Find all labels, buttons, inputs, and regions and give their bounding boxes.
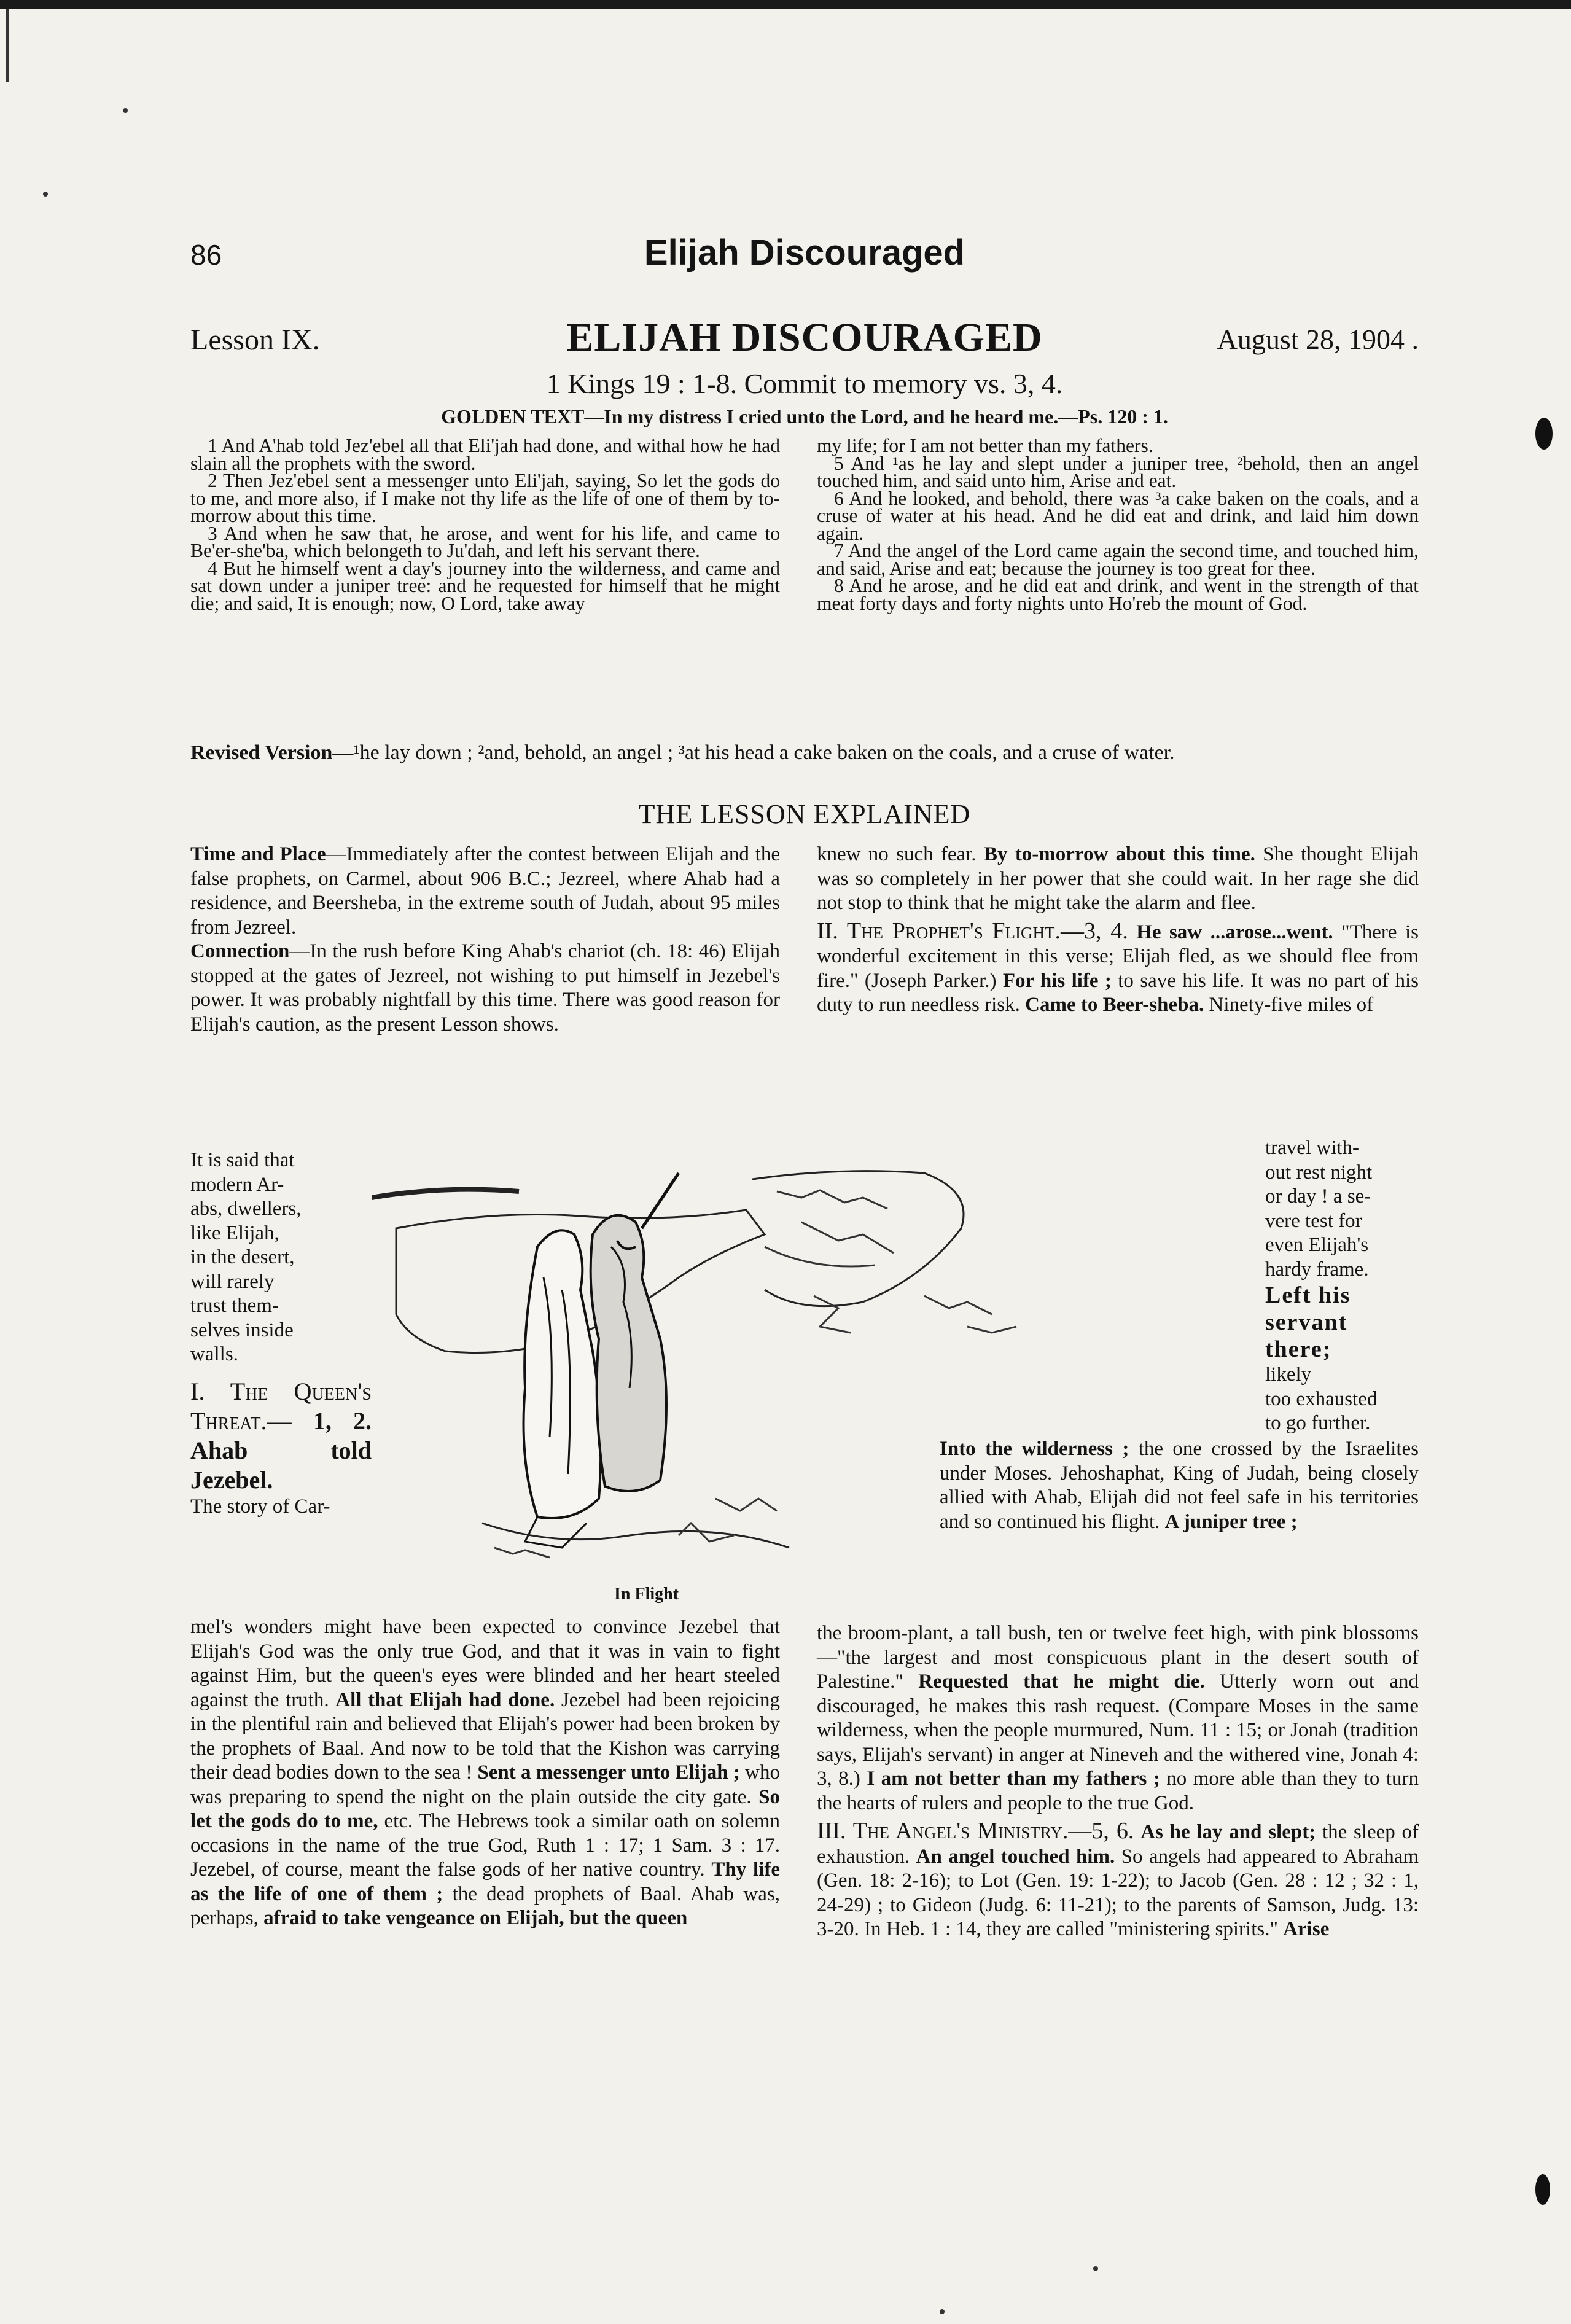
- he-saw-label: He saw ...arose...went.: [1136, 921, 1333, 943]
- flight-heading: II. The Prophet's Flight.—3, 4.: [817, 918, 1128, 944]
- an-angel-text: So angels had appeared to Abraham (Gen. 18: 2-16); to Lot (Gen. 19: 1-22); to Jacob (Gen. 28 : 12 ; 32 : 1, 24-29) ; to Gideon (Judg. 6: 11-21); to the parents of Samson, Judg. 13: 3-20. In Heb. 1 : 14, they are called "ministering spirits.": [817, 1845, 1419, 1940]
- narrow-line: likely: [1265, 1363, 1312, 1386]
- he-saw-text: "There is wonderful excitement in this verse; Elijah fled, as we should flee from fire." (Joseph Parker.): [817, 921, 1419, 992]
- narrow-right-text: [1265, 1136, 1419, 1436]
- angel-heading: III. The Angel's Ministry.—5, 6.: [817, 1818, 1134, 1844]
- explained-right-middle: [940, 1437, 1419, 1534]
- verse-1: 1 And A'hab told Jez'ebel all that Eli'jah had done, and withal how he had slain all the prophets with the sword.: [190, 435, 780, 474]
- narrow-line: selves inside: [190, 1319, 294, 1341]
- narrow-line: walls.: [190, 1343, 238, 1365]
- left-his-label: Left his servant there;: [1265, 1282, 1351, 1362]
- verse-6: 6 And he looked, and behold, there was ³a cake baken on the coals, and a cruse of water at his head. And he did eat and drink, and laid him down again.: [817, 487, 1419, 544]
- verse-2: 2 Then Jez'ebel sent a messenger unto Eli'jah, saying, So let the gods do to me, and more also, if I make not thy life as the life of one of them by to-morrow about this time.: [190, 470, 780, 526]
- golden-text-body: —In my distress I cried unto the Lord, and he heard me.—Ps. 120 : 1.: [584, 405, 1168, 427]
- sent-label: Sent a messenger unto Elijah ;: [477, 1761, 740, 1784]
- speck: [43, 192, 48, 197]
- queen-heading-text: I. The Queen's Threat.—: [190, 1377, 372, 1435]
- narrow-line: out rest night: [1265, 1161, 1373, 1183]
- narrow-line: trust them-: [190, 1295, 279, 1317]
- connection-text: —In the rush before King Ahab's chariot (ch. 18: 46) Elijah stopped at the gates of Jezreel, not wishing to put himself in Jezebel's power. It was probably nightfall by this time. There was good reason for Elijah's caution, as the present Lesson shows.: [190, 940, 780, 1035]
- narrow-line: even Elijah's: [1265, 1234, 1369, 1256]
- time-text: —Immediately after the contest between Elijah and the false prophets, on Carmel, about 906 B.C.; Jezreel, where Ahab had a residence, and Beersheba, in the extreme south of Judah, about 95 miles from Jezreel.: [190, 843, 780, 938]
- juniper-paragraph: [817, 1621, 1419, 1815]
- scan-border-left: [6, 9, 9, 82]
- verse-7: 7 And the angel of the Lord came again the second time, and touched him, and said, Arise and eat; because the journey is too great for thee.: [817, 540, 1419, 579]
- lesson-header: [190, 314, 1419, 364]
- illustration-caption: In Flight: [614, 1585, 679, 1604]
- explained-right-bottom: [817, 1621, 1419, 1942]
- scripture-left-column: [190, 437, 780, 612]
- narrow-line: in the desert,: [190, 1246, 295, 1268]
- as-he-text: the sleep of exhaustion.: [817, 1821, 1419, 1868]
- into-wild-label: Into the wilderness ;: [940, 1438, 1129, 1460]
- by-tomorrow-label: By to-morrow about this time.: [983, 843, 1255, 865]
- lesson-date: August 28, 1904 .: [1217, 324, 1419, 355]
- page-number: 86: [190, 239, 222, 271]
- all-that-label: All that Elijah had done.: [335, 1688, 555, 1711]
- narrow-line: travel with-: [1265, 1137, 1360, 1159]
- flight-paragraph: [817, 919, 1419, 1018]
- revised-version-text: —¹he lay down ; ²and, behold, an angel ; ³at his head a cake baken on the coals, and a cruse of water.: [332, 741, 1175, 764]
- connection: [190, 940, 780, 1037]
- thy-life-text: the dead prophets of Baal. Ahab was, perhaps,: [190, 1882, 781, 1929]
- narrow-left-text: [190, 1148, 372, 1519]
- queen-rest: mel's wonders might have been expected to convince Jezebel that Elijah's God was the only true God, and that it was in vain to fight against Him, but the queen's eyes were blinded and her heart steeled against the truth.: [190, 1616, 780, 1711]
- narrow-line: will rarely: [190, 1270, 275, 1293]
- narrow-line: like Elijah,: [190, 1222, 279, 1244]
- sent-text: who was preparing to spend the night on the plain outside the city gate.: [190, 1761, 781, 1808]
- queen-paragraph: [190, 1615, 780, 1931]
- i-am-label: I am not better than my fathers ;: [867, 1768, 1160, 1790]
- verse-3: 3 And when he saw that, he arose, and went for his life, and came to Be'er-she'ba, which belongeth to Ju'dah, and left his servant there.: [190, 522, 780, 561]
- explained-right-top: [817, 843, 1419, 1018]
- scripture-reference: 1 Kings 19 : 1-8. Commit to memory vs. 3, 4.: [546, 368, 1063, 399]
- requested-text: Utterly worn out and discouraged, he makes this rash request. (Compare Moses in the same wilderness, when the people murmured, Num. 11 : 15; or Jonah (tradition says, Elijah's servant) in anger at Nineveh and the withered vine, Jonah 4: 3, 8.): [817, 1671, 1419, 1790]
- queen-verse: 1, 2. Ahab told Jezebel.: [190, 1406, 372, 1494]
- right-top-text: knew no such fear.: [817, 843, 977, 865]
- golden-text: [190, 405, 1419, 428]
- for-life-text: to save his life. It was no part of his duty to run needless risk.: [817, 969, 1419, 1016]
- speck: [123, 108, 128, 113]
- connection-label: Connection: [190, 940, 290, 962]
- margin-mark-icon: [1535, 418, 1553, 450]
- revised-version-label: Revised Version: [190, 741, 333, 764]
- narrow-line: too exhausted: [1265, 1387, 1378, 1410]
- time-label: Time and Place: [190, 843, 326, 865]
- into-wild-text: the one crossed by the Israelites under Moses. Jehoshaphat, King of Judah, being closely allied with Ahab, Elijah did not feel safe in his territories and so continued his flight.: [940, 1438, 1419, 1533]
- narrow-line: to go further.: [1265, 1412, 1371, 1434]
- time-and-place: [190, 843, 780, 940]
- verse-4-cont: my life; for I am not better than my fathers.: [817, 435, 1153, 456]
- scripture-right-column: [817, 437, 1419, 612]
- angel-paragraph: [817, 1819, 1419, 1942]
- queen-lead: The story of Car-: [190, 1495, 330, 1518]
- margin-mark-icon: [1535, 2174, 1550, 2205]
- section-heading: THE LESSON EXPLAINED: [638, 799, 971, 829]
- so-let-text: etc. The Hebrews took a similar oath on solemn occasions in the name of the true God, Ruth 1 : 17; 1 Sam. 3 : 17. Jezebel, of course, meant the false gods of her native country.: [190, 1810, 781, 1881]
- elijah-and-servant-illustration: [372, 1155, 1078, 1621]
- thy-life-label: Thy life as the life of one of them ;: [190, 1858, 780, 1905]
- speck: [940, 2309, 945, 2314]
- narrow-line: It is said that: [190, 1149, 295, 1171]
- narrow-line: modern Ar-: [190, 1173, 284, 1196]
- came-to-text: Ninety-five miles of: [1209, 994, 1374, 1016]
- speck: [1093, 2266, 1098, 2271]
- as-he-label: As he lay and slept;: [1140, 1821, 1316, 1843]
- golden-text-label: GOLDEN TEXT: [441, 405, 585, 427]
- narrow-line: abs, dwellers,: [190, 1198, 302, 1220]
- revised-version: [190, 743, 1419, 762]
- running-head: [190, 232, 1419, 281]
- verse-8: 8 And he arose, and he did eat and drink, and went in the strength of that meat forty days and forty nights unto Ho'reb the mount of God.: [817, 575, 1419, 614]
- lesson-title: ELIJAH DISCOURAGED: [566, 315, 1043, 360]
- an-angel-label: An angel touched him.: [916, 1845, 1115, 1868]
- all-that-text: Jezebel had been rejoicing in the plentiful rain and believed that Elijah's power had been broken by the prophets of Baal. And now to be told that the Kishon was carrying their dead bodies down to the sea !: [190, 1688, 781, 1784]
- narrow-line: hardy frame.: [1265, 1258, 1369, 1281]
- came-to-label: Came to Beer-sheba.: [1025, 994, 1204, 1016]
- queen-heading: [190, 1377, 372, 1495]
- juniper-text: the broom-plant, a tall bush, ten or twelve feet high, with pink blossoms—"the largest and most conspicuous plant in the desert south of Palestine.": [817, 1622, 1419, 1693]
- wilderness-paragraph: [940, 1437, 1419, 1534]
- fear-paragraph: [817, 843, 1419, 916]
- arise-label: Arise: [1283, 1918, 1330, 1940]
- narrow-line: vere test for: [1265, 1209, 1362, 1232]
- requested-label: Requested that he might die.: [918, 1671, 1205, 1693]
- scan-border-top: [0, 0, 1571, 9]
- by-tomorrow-text: She thought Elijah was so completely in her power that she could wait. In her rage she did not stop to think that he might take the alarm and flee.: [817, 843, 1419, 914]
- verse-5: 5 And ¹as he lay and slept under a juniper tree, ²behold, then an angel touched him, and said unto him, Arise and eat.: [817, 452, 1419, 491]
- explained-left-top: [190, 843, 780, 1037]
- verse-4: 4 But he himself went a day's journey into the wilderness, and came and sat down under a juniper tree: and he requested for himself that he might die; and said, It is enough; now, O Lord, take away: [190, 557, 780, 614]
- running-title: Elijah Discouraged: [644, 233, 965, 273]
- narrow-line: or day ! a se-: [1265, 1185, 1371, 1207]
- afraid-text: afraid to take vengeance on Elijah, but the queen: [263, 1907, 688, 1929]
- i-am-text: no more able than they to turn the hearts of rulers and people to the true God.: [817, 1768, 1419, 1814]
- juniper-label: A juniper tree ;: [1164, 1510, 1298, 1533]
- for-life-label: For his life ;: [1002, 969, 1112, 992]
- so-let-label: So let the gods do to me,: [190, 1785, 781, 1832]
- explained-left-bottom: [190, 1615, 780, 1931]
- lesson-number: Lesson IX.: [190, 324, 320, 356]
